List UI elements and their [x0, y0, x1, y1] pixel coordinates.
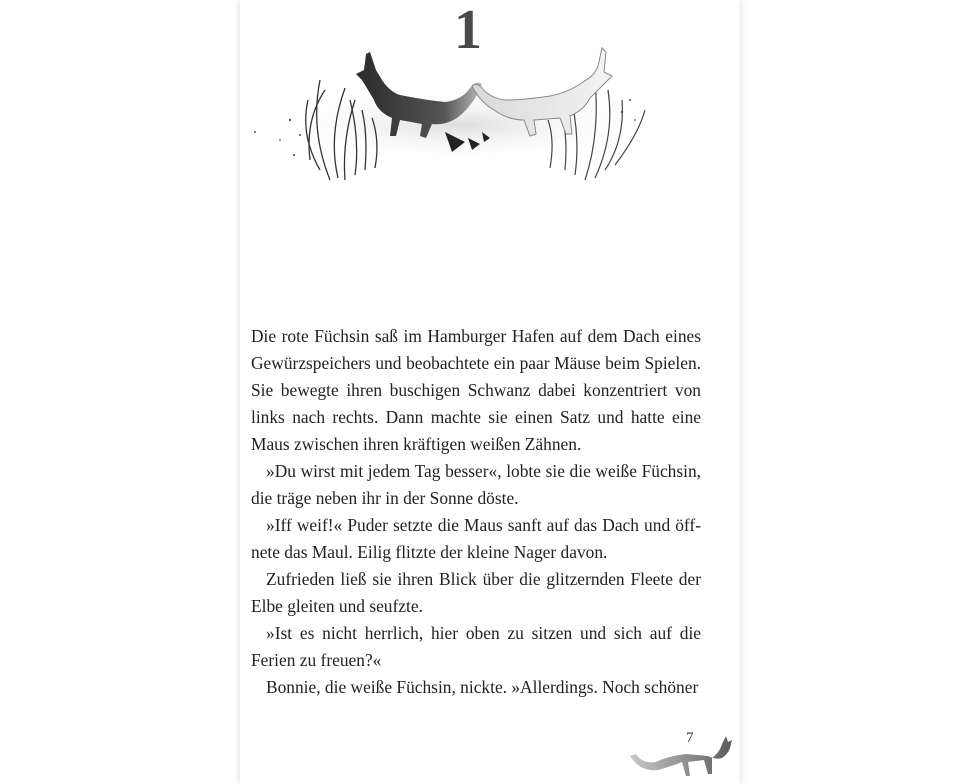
fox-silhouette-icon — [628, 728, 736, 782]
text-line: Die rote Füchsin saß im Hamburger Hafen auf dem Dach eines — [251, 326, 701, 346]
paragraph — [251, 566, 701, 620]
two-foxes-illustration — [250, 40, 670, 190]
text-line: die träge neben ihr in der Sonne döste. — [251, 488, 519, 508]
text-line: »Ist es nicht herrlich, hier oben zu sitzen und sich auf die — [266, 623, 701, 643]
paragraph — [251, 458, 701, 512]
text-line: Maus zwischen ihren kräftigen weißen Zähnen. — [251, 434, 582, 454]
paragraph — [251, 620, 701, 674]
chapter-text — [251, 323, 701, 701]
page-number: 7 — [686, 730, 694, 746]
paragraph — [251, 674, 701, 701]
text-line: »Iff weif!« Puder setzte die Maus sanft auf das Dach und öff- — [266, 515, 701, 535]
paragraph — [251, 512, 701, 566]
text-line: links nach rechts. Dann machte sie einen Satz und hatte eine — [251, 407, 701, 427]
text-line: Zufrieden ließ sie ihren Blick über die glitzernden Fleete der — [266, 569, 701, 589]
chapter-number: 1 — [454, 0, 482, 61]
text-line: Bonnie, die weiße Füchsin, nickte. »Allerdings. Noch schöner — [266, 677, 699, 697]
text-line: Sie bewegte ihren buschigen Schwanz dabei konzentriert von — [251, 380, 701, 400]
text-line: »Du wirst mit jedem Tag besser«, lobte sie die weiße Füchsin, — [266, 461, 701, 481]
paragraph — [251, 323, 701, 458]
text-line: Ferien zu freuen?« — [251, 650, 382, 670]
text-line: nete das Maul. Eilig flitzte der kleine Nager davon. — [251, 542, 608, 562]
text-line: Gewürzspeichers und beobachtete ein paar Mäuse beim Spielen. — [251, 353, 701, 373]
text-line: Elbe gleiten und seufzte. — [251, 596, 423, 616]
